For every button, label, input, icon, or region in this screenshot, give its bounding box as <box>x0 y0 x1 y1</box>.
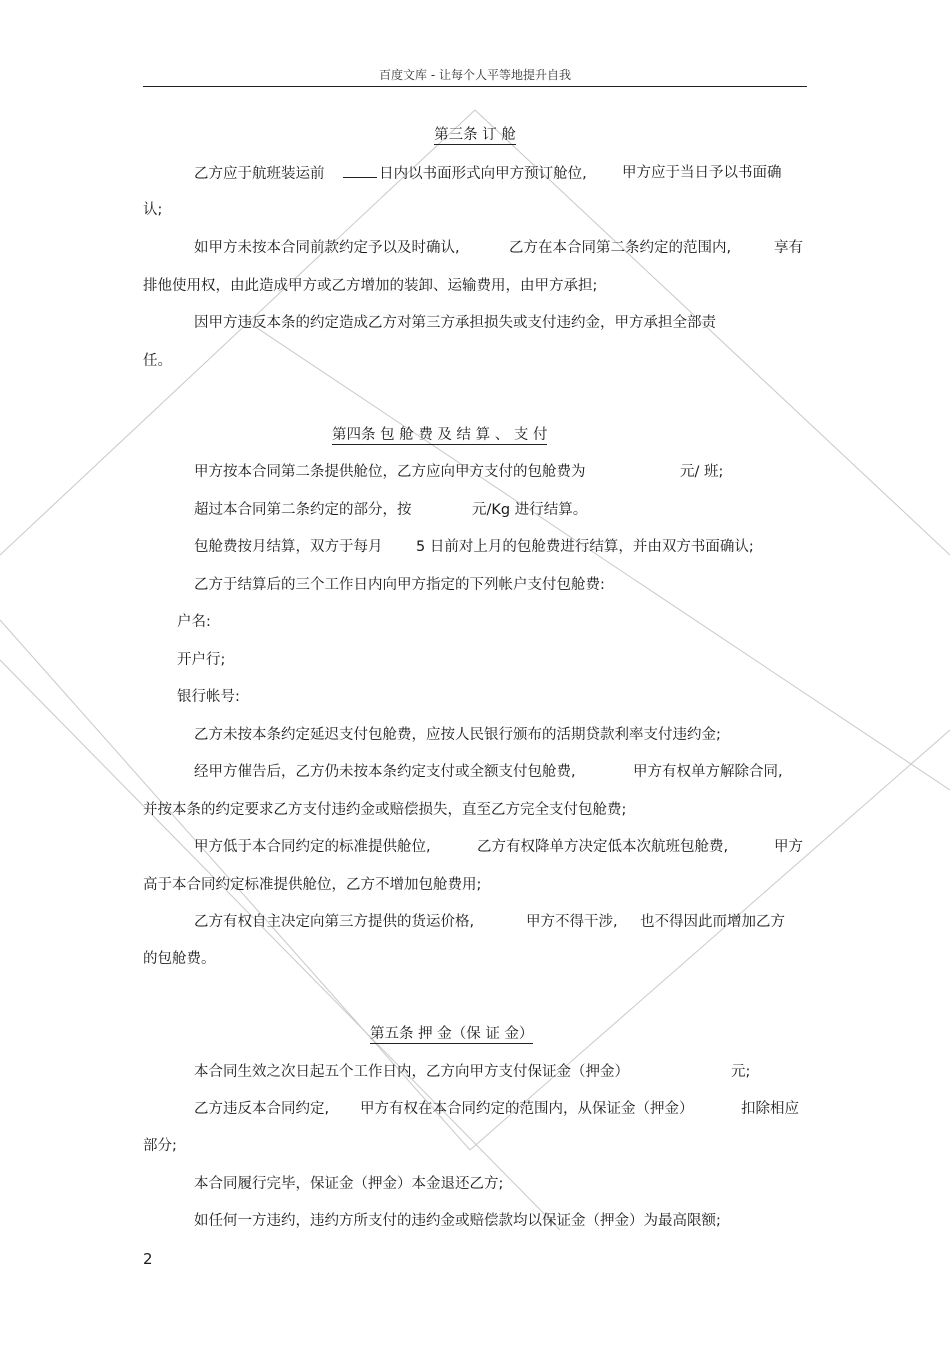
article4-line13b: 甲方不得干涉, <box>526 914 618 930</box>
article5-line2a: 乙方违反本合同约定, <box>194 1101 330 1117</box>
article4-line12: 高于本合同约定标准提供舱位，乙方不增加包舱费用; <box>143 877 482 893</box>
days-blank <box>343 163 377 178</box>
article3-p2-line2: 排他使用权，由此造成甲方或乙方增加的装卸、运输费用，由甲方承担; <box>143 278 598 294</box>
article4-line2b: 元/Kg 进行结算。 <box>472 502 588 518</box>
article4-line13a: 乙方有权自主决定向第三方提供的货运价格, <box>194 914 475 930</box>
article5-title: 第五条 押 金（保 证 金） <box>370 1026 534 1042</box>
article5-line1b: 元; <box>731 1064 751 1080</box>
article4-line9b: 甲方有权单方解除合同, <box>633 764 783 780</box>
article5-line4: 本合同履行完毕，保证金（押金）本金退还乙方; <box>194 1176 504 1192</box>
article3-p3-line2: 任。 <box>143 353 172 369</box>
article4-line1a: 甲方按本合同第二条提供舱位，乙方应向甲方支付的包舱费为 <box>194 464 586 480</box>
account-name-label: 户名: <box>177 614 211 630</box>
article4-title: 第四条 包 舱 费 及 结 算 、 支 付 <box>332 427 548 443</box>
page-number: 2 <box>143 1250 153 1268</box>
article4-line3b: 5 日前对上月的包舱费进行结算，并由双方书面确认; <box>416 539 754 555</box>
article5-line5: 如任何一方违约，违约方所支付的违约金或赔偿款均以保证金（押金）为最高限额; <box>194 1213 721 1229</box>
account-number-label: 银行帐号: <box>177 689 240 705</box>
article5-line2c: 扣除相应 <box>741 1101 799 1117</box>
article3-title: 第三条 订 舱 <box>434 127 516 143</box>
article3-p2-line1a: 如甲方未按本合同前款约定予以及时确认, <box>194 240 460 256</box>
article4-line14: 的包舱费。 <box>143 951 216 967</box>
article4-line8: 乙方未按本条约定延迟支付包舱费，应按人民银行颁布的活期贷款利率支付违约金; <box>194 727 721 743</box>
article4-line10: 并按本条的约定要求乙方支付违约金或赔偿损失，直至乙方完全支付包舱费; <box>143 802 627 818</box>
article4-line4: 乙方于结算后的三个工作日内向甲方指定的下列帐户支付包舱费: <box>194 577 605 593</box>
article4-line11c: 甲方 <box>774 839 803 855</box>
article3-p3-line1: 因甲方违反本条的约定造成乙方对第三方承担损失或支付违约金，甲方承担全部责 <box>194 315 716 331</box>
article4-line9a: 经甲方催告后，乙方仍未按本条约定支付或全额支付包舱费, <box>194 764 576 780</box>
article4-line11b: 乙方有权降单方决定低本次航班包舱费, <box>477 839 729 855</box>
article4-line3a: 包舱费按月结算，双方于每月 <box>194 539 383 555</box>
article3-p1-line1: 乙方应于航班装运前 日内以书面形式向甲方预订舱位, <box>194 163 587 184</box>
bank-label: 开户行; <box>177 652 226 668</box>
article5-line3: 部分; <box>143 1138 177 1154</box>
article5-line1a: 本合同生效之次日起五个工作日内，乙方向甲方支付保证金（押金） <box>194 1064 629 1080</box>
article5-line2b: 甲方有权在本合同约定的范围内，从保证金（押金） <box>360 1101 694 1117</box>
article4-line2a: 超过本合同第二条约定的部分，按 <box>194 502 412 518</box>
article4-line11a: 甲方低于本合同约定的标准提供舱位, <box>194 839 431 855</box>
article3-p2-line1b: 乙方在本合同第二条约定的范围内, <box>509 240 732 256</box>
article3-p2-line1c: 享有 <box>774 240 803 256</box>
article3-p1-line2: 认; <box>143 202 163 218</box>
article4-line13c: 也不得因此而增加乙方 <box>640 914 785 930</box>
article4-line1b: 元/ 班; <box>680 464 724 480</box>
page-header: 百度文库 - 让每个人平等地提升自我 <box>143 66 807 87</box>
article3-p1-line1-end: 甲方应于当日予以书面确 <box>622 165 782 181</box>
